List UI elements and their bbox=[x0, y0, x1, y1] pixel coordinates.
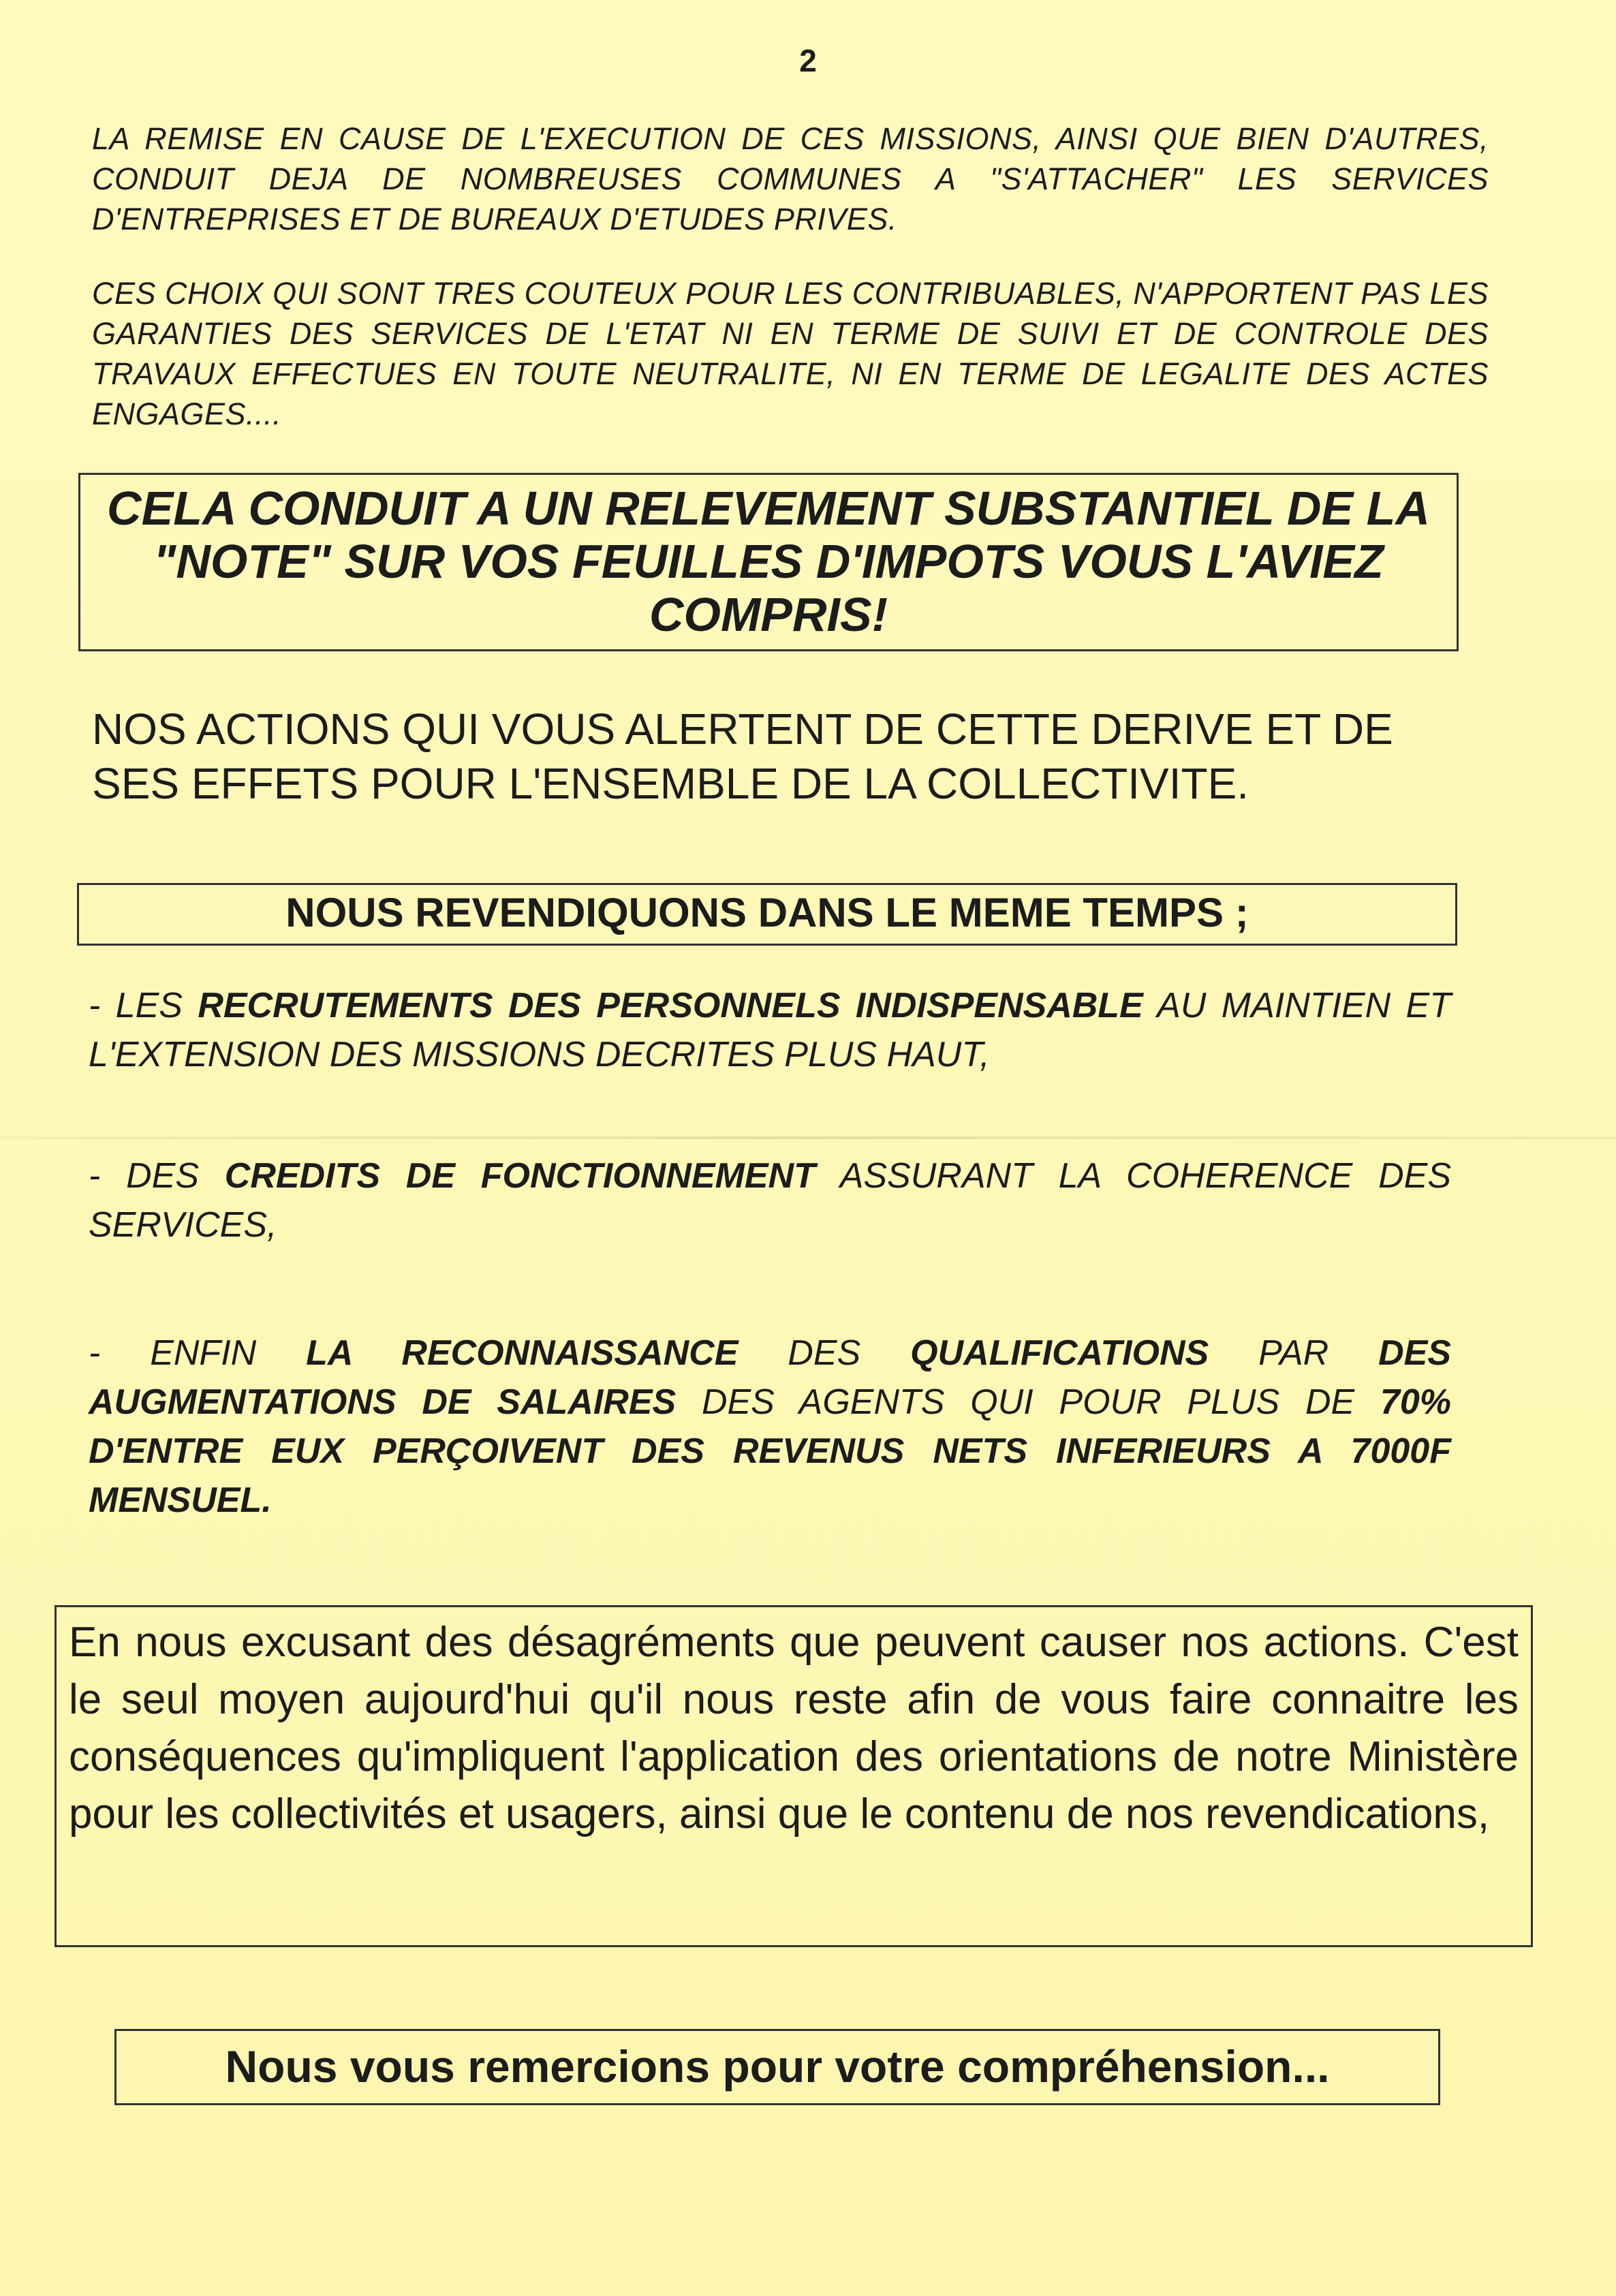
demand-item-emphasis: CREDITS DE FONCTIONNEMENT bbox=[224, 1156, 815, 1196]
thanks-text: Nous vous remercions pour votre compréhension... bbox=[225, 2041, 1330, 2092]
demand-item-text: PAR bbox=[1209, 1333, 1379, 1373]
demand-item-suffix: ASSURANT LA COHERENCE DES SERVICES, bbox=[89, 1156, 1451, 1245]
demand-item-emphasis: RECRUTEMENTS DES PERSONNELS INDISPENSABLE bbox=[198, 986, 1143, 1025]
demand-item-text: DES AGENTS QUI POUR PLUS DE bbox=[676, 1382, 1380, 1422]
page-number: 2 bbox=[799, 43, 817, 78]
demand-item-emphasis: DES AUGMENTATIONS DE SALAIRES bbox=[89, 1333, 1451, 1422]
demand-item-recruitment bbox=[89, 981, 1451, 1079]
demand-item-salaries bbox=[89, 1329, 1451, 1525]
intro-paragraph-2: CES CHOIX QUI SONT TRES COUTEUX POUR LES CONTRIBUABLES, N'APPORTENT PAS LES GARANTIES DES SERVICES DE L'ETAT NI EN TERME DE SUIVI ET DE CONTROLE DES TRAVAUX EFFECTUES EN TOUTE NEUTRALITE, NI EN TERME DE LEGALITE DES ACTES ENGAGES.... bbox=[92, 276, 1489, 431]
demand-item-prefix: - LES bbox=[89, 986, 198, 1025]
demand-item-emphasis: LA RECONNAISSANCE bbox=[306, 1333, 739, 1373]
thanks-box bbox=[114, 2029, 1440, 2105]
demand-item-prefix: - ENFIN bbox=[89, 1333, 307, 1373]
demands-heading: NOUS REVENDIQUONS DANS LE MEME TEMPS ; bbox=[285, 890, 1249, 935]
apology-text: En nous excusant des désagréments que peuvent causer nos actions. C'est le seul moyen aujourd'hui qu'il nous reste afin de vous faire connaitre les conséquences qu'impliquent l'application des orientations de notre Ministère pour les collectivités et usagers, ainsi que le contenu de nos revendications, bbox=[69, 1619, 1519, 1837]
tax-warning-box bbox=[78, 473, 1459, 651]
apology-box bbox=[55, 1605, 1533, 1947]
alert-paragraph: NOS ACTIONS QUI VOUS ALERTENT DE CETTE DERIVE ET DE SES EFFETS POUR L'ENSEMBLE DE LA COLLECTIVITE. bbox=[92, 704, 1393, 808]
demand-item-suffix: AU MAINTIEN ET L'EXTENSION DES MISSIONS DECRITES PLUS HAUT, bbox=[89, 986, 1451, 1074]
demand-item-emphasis: QUALIFICATIONS bbox=[910, 1333, 1209, 1373]
demand-item-credits bbox=[89, 1151, 1451, 1250]
paper-fold-line bbox=[0, 1136, 1616, 1139]
demand-item-emphasis: 70% D'ENTRE EUX PERÇOIVENT DES REVENUS NETS INFERIEURS A 7000F MENSUEL. bbox=[89, 1382, 1451, 1520]
tax-warning-text: CELA CONDUIT A UN RELEVEMENT SUBSTANTIEL DE LA "NOTE" SUR VOS FEUILLES D'IMPOTS VOUS L'AVIEZ COMPRIS! bbox=[107, 482, 1430, 641]
demand-item-text: DES bbox=[738, 1333, 911, 1373]
demand-item-prefix: - DES bbox=[89, 1156, 225, 1196]
demands-heading-box bbox=[77, 883, 1457, 946]
intro-paragraph-1: LA REMISE EN CAUSE DE L'EXECUTION DE CES MISSIONS, AINSI QUE BIEN D'AUTRES, CONDUIT DEJA DE NOMBREUSES COMMUNES A "S'ATTACHER" LES SERVICES D'ENTREPRISES ET DE BUREAUX D'ETUDES PRIVES. bbox=[92, 121, 1489, 236]
